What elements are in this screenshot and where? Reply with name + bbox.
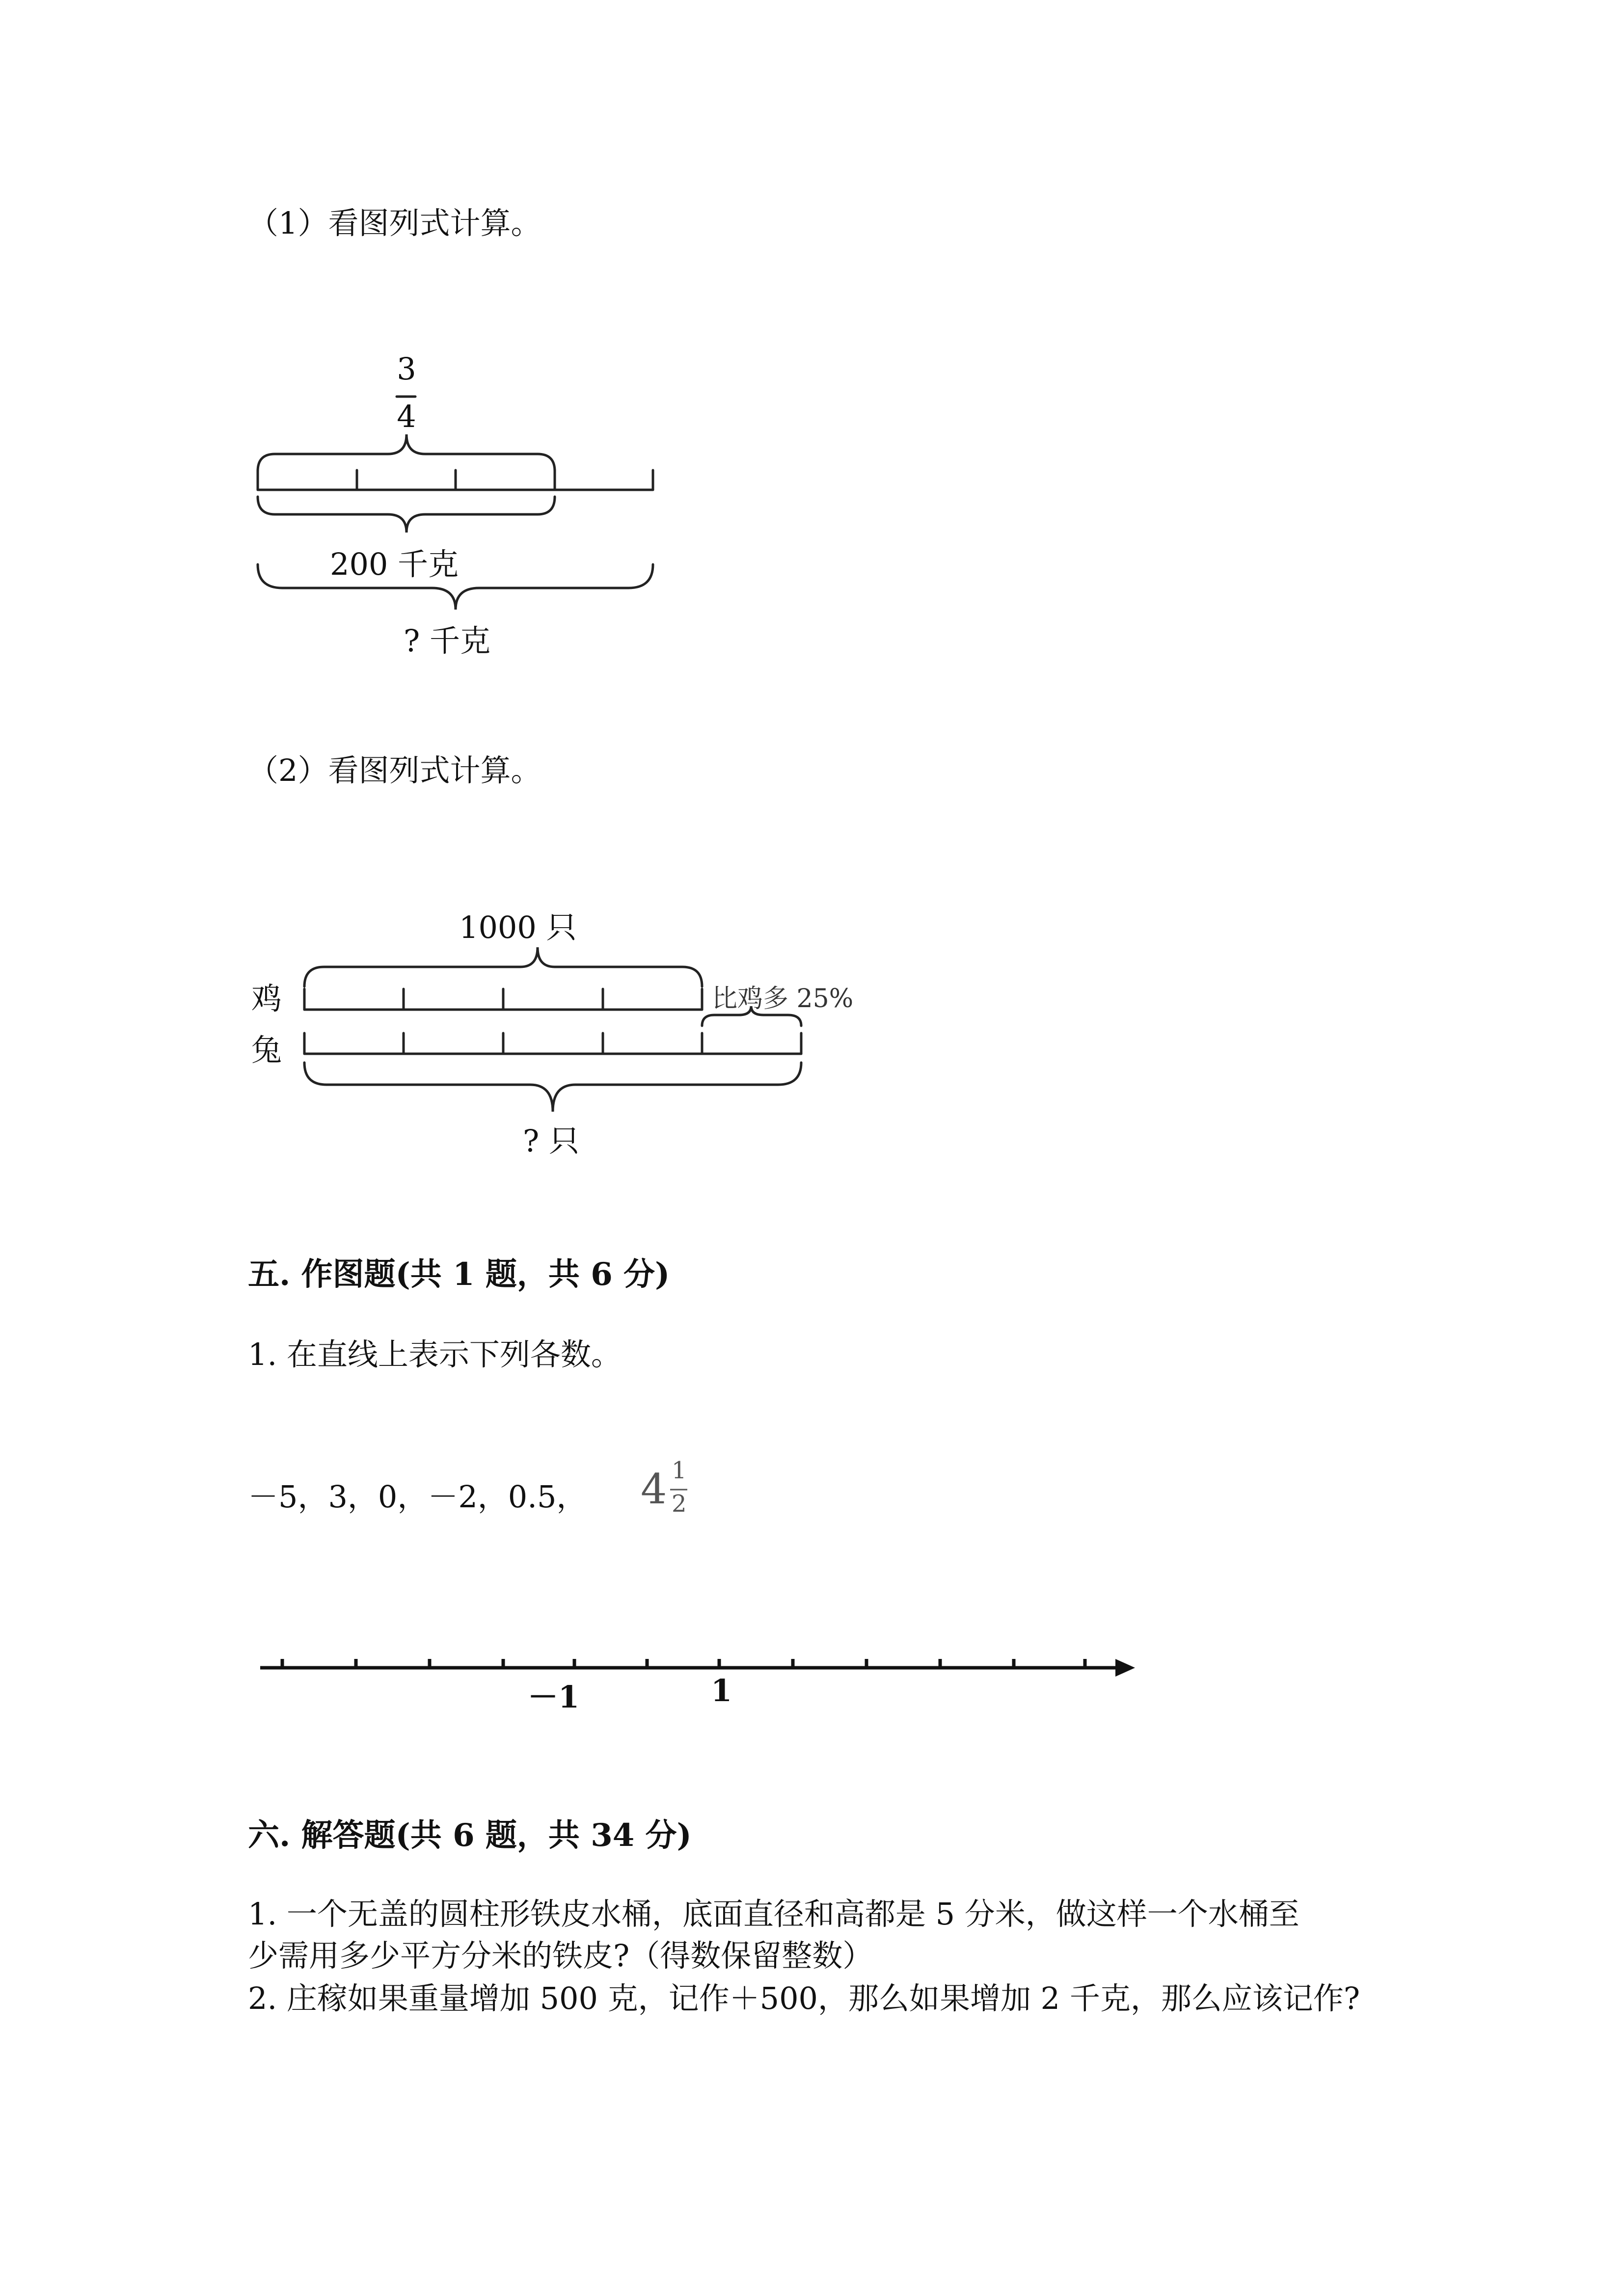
top-label: 1000 只 [459,909,577,945]
section5-heading: 五. 作图题(共 1 题，共 6 分) [248,1256,670,1293]
rabbit-whole-label: ? 只 [523,1123,579,1159]
mixed-denominator: 2 [672,1490,687,1518]
fraction-denominator: 4 [397,399,416,434]
mixed-numerator: 1 [672,1457,687,1484]
extra-label: 比鸡多 25% [712,984,854,1014]
diagram2 [304,947,801,1112]
row-label-chicken: 鸡 [251,981,282,1016]
number-list: －5，3，0，－2，0.5， [248,1479,587,1515]
rabbit-whole-brace [304,1063,801,1112]
section6-q1-line1: 1. 一个无盖的圆柱形铁皮水桶，底面直径和高都是 5 分米，做这样一个水桶至 [248,1896,1299,1932]
number-line [260,1659,1135,1677]
mixed-whole: 4 [641,1465,667,1513]
whole-label: ? 千克 [404,623,490,659]
row-label-rabbit: 兔 [251,1032,282,1068]
q2-label: （2）看图列式计算。 [248,752,541,788]
section6-q2: 2. 庄稼如果重量增加 500 克，记作＋500，那么如果增加 2 千克，那么应该记作? [248,1980,1360,2016]
section6-q1-line2: 少需用多少平方分米的铁皮?（得数保留整数） [248,1938,873,1974]
tick-label-neg1: －1 [528,1679,580,1715]
section5-q1: 1. 在直线上表示下列各数。 [248,1336,622,1372]
part-label: 200 千克 [330,546,459,582]
tick-label-pos1: 1 [711,1673,732,1709]
section6-heading: 六. 解答题(共 6 题，共 34 分) [248,1817,692,1854]
number-line-arrow [1115,1659,1135,1677]
chicken-brace [304,947,702,987]
top-brace [258,434,555,471]
fraction-numerator: 3 [397,351,416,387]
q1-label: （1）看图列式计算。 [248,205,541,241]
part-brace [258,497,555,533]
